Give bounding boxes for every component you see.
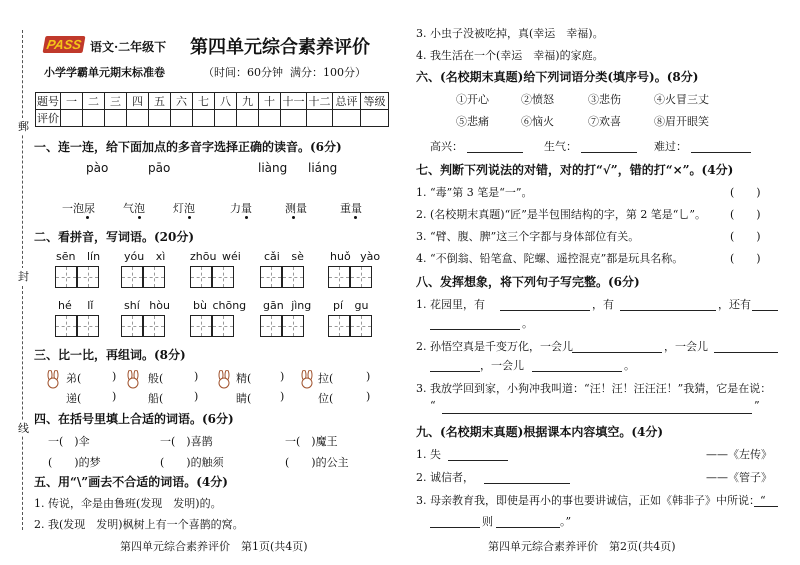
score-cell: 四 — [127, 93, 149, 110]
score-cell: 二 — [83, 93, 105, 110]
sentence-text: ，一会儿 — [664, 340, 708, 353]
compare-item: 拉( — [318, 372, 334, 385]
pinyin-option[interactable]: pào — [86, 161, 109, 175]
page-footer-right: 第四单元综合素养评价 第2页(共4页) — [488, 540, 676, 553]
write-box[interactable] — [55, 315, 99, 337]
margin-label-1: 郵 — [18, 120, 29, 133]
sentence-text: 2. 诚信者， — [416, 471, 474, 484]
quote-open: “ — [430, 399, 436, 412]
word-item[interactable]: 力量 — [230, 202, 252, 215]
category-label: 难过： — [654, 140, 687, 153]
score-table — [35, 92, 389, 127]
pinyin-option[interactable]: pāo — [148, 161, 171, 175]
source-label: ——《左传》 — [706, 448, 772, 461]
write-box[interactable] — [121, 266, 165, 288]
answer-line[interactable] — [500, 296, 590, 311]
score-cell: 评价 — [36, 110, 61, 127]
score-cell: 八 — [215, 93, 237, 110]
score-table-header-row — [36, 93, 389, 110]
compare-close: ) — [194, 390, 199, 403]
judge-paren[interactable]: ( ) — [730, 208, 761, 221]
answer-line[interactable] — [448, 446, 508, 461]
sentence-text: 3. 母亲教育我，即使是再小的事也要讲诚信，正如《韩非子》中所说：“ — [416, 494, 766, 507]
score-input[interactable] — [193, 110, 215, 127]
answer-line[interactable] — [496, 513, 560, 528]
write-box[interactable] — [190, 266, 234, 288]
sentence-text: 1. 花园里，有 — [416, 298, 485, 311]
fill-item[interactable]: ( )的公主 — [285, 456, 349, 469]
quote-close: ” — [754, 399, 760, 412]
choice-item[interactable]: 3. 小虫子没被吃掉，真(幸运 幸福)。 — [416, 27, 604, 40]
pinyin-prompt: hé lǐ — [58, 299, 94, 312]
score-input[interactable] — [61, 110, 83, 127]
answer-line[interactable] — [714, 338, 778, 353]
time-label: （时间：60分钟 — [203, 66, 283, 79]
choice-item[interactable]: 4. 我生活在一个(幸运 幸福)的家庭。 — [416, 49, 604, 62]
score-cell: 题号 — [36, 93, 61, 110]
answer-line[interactable] — [430, 513, 480, 528]
option-item: ⑤悲痛 — [456, 115, 489, 128]
word-item[interactable]: 气泡 — [123, 202, 145, 215]
score-cell: 十 — [259, 93, 281, 110]
score-cell: 总评 — [333, 93, 361, 110]
category-answer-line[interactable] — [467, 138, 523, 153]
compare-item: 递( — [66, 392, 82, 405]
judge-item: 1. “毒”第 3 笔是“一”。 — [416, 186, 533, 199]
emphasis-dot — [292, 216, 295, 219]
score-cell: 九 — [237, 93, 259, 110]
option-item: ⑥恼火 — [521, 115, 554, 128]
score-input[interactable] — [259, 110, 281, 127]
write-box[interactable] — [190, 315, 234, 337]
score-table-value-row — [36, 110, 389, 127]
margin-label-2: 封 — [18, 270, 29, 283]
pinyin-prompt: sēn lín — [56, 250, 101, 263]
judge-item: 2. (名校期末真题)“匠”是半包围结构的字，第 2 笔是“乚”。 — [416, 208, 707, 221]
score-cell: 等级 — [361, 93, 389, 110]
section-4-title: 四、在括号里填上合适的词语。(6分) — [34, 412, 234, 426]
compare-close: ) — [366, 390, 371, 403]
score-input[interactable] — [361, 110, 389, 127]
score-input[interactable] — [149, 110, 171, 127]
emphasis-dot — [86, 216, 89, 219]
option-item: ⑧眉开眼笑 — [654, 115, 709, 128]
compare-close: ) — [366, 370, 371, 383]
sentence-text: ，有 — [592, 298, 614, 311]
option-item: ④火冒三丈 — [654, 93, 709, 106]
compare-close: ) — [280, 370, 285, 383]
score-cell: 三 — [105, 93, 127, 110]
sentence-text: 。” — [560, 515, 572, 528]
score-input[interactable] — [333, 110, 361, 127]
judge-paren[interactable]: ( ) — [730, 186, 761, 199]
option-item: ⑦欢喜 — [588, 115, 621, 128]
pinyin-option[interactable]: liàng — [258, 161, 288, 175]
sentence-text: 。 — [522, 317, 533, 330]
write-box[interactable] — [260, 315, 304, 337]
score-cell: 十二 — [307, 93, 333, 110]
answer-line[interactable] — [532, 357, 622, 372]
compare-item: 弟( — [66, 372, 82, 385]
sentence-text: 3. 我放学回到家，小狗冲我叫道：“汪！汪！汪汪汪！”我猜，它是在说： — [416, 382, 772, 395]
emphasis-dot — [245, 216, 248, 219]
compare-item: 精( — [236, 372, 252, 385]
section-5-title: 五、用“\”画去不合适的词语。(4分) — [34, 475, 228, 489]
fill-item[interactable]: 一( )魔王 — [285, 435, 338, 448]
option-item: ②愤怒 — [521, 93, 554, 106]
margin-label-3: 线 — [18, 422, 29, 435]
rabbit-icon — [124, 370, 142, 390]
rabbit-icon — [44, 370, 62, 390]
answer-line[interactable] — [430, 315, 520, 330]
score-input[interactable] — [105, 110, 127, 127]
option-item: ①开心 — [456, 93, 489, 106]
word-item[interactable]: 重量 — [340, 202, 362, 215]
compare-item: 船( — [148, 392, 164, 405]
emphasis-dot — [138, 216, 141, 219]
answer-line[interactable] — [572, 338, 662, 353]
category-answer-line[interactable] — [581, 138, 637, 153]
rabbit-icon — [298, 370, 316, 390]
answer-line[interactable] — [430, 357, 480, 372]
emphasis-dot — [354, 216, 357, 219]
section-7-title: 七、判断下列说法的对错，对的打“√”，错的打“×”。(4分) — [416, 163, 734, 177]
emphasis-dot — [188, 216, 191, 219]
full-score-label: 满分：100分） — [290, 66, 366, 79]
score-input[interactable] — [281, 110, 307, 127]
compare-close: ) — [280, 390, 285, 403]
series-label: 小学学霸单元期末标准卷 — [44, 66, 165, 79]
pinyin-prompt: yóu xì — [124, 250, 166, 263]
sentence-text: 1. 失 — [416, 448, 441, 461]
pinyin-prompt: huǒ yào — [330, 250, 381, 263]
pinyin-prompt: shí hòu — [124, 299, 170, 312]
sentence-text: ，一会儿 — [480, 359, 524, 372]
write-box[interactable] — [328, 315, 372, 337]
fill-item[interactable]: ( )的梦 — [48, 456, 101, 469]
score-input[interactable] — [83, 110, 105, 127]
rabbit-icon — [215, 370, 233, 390]
word-item[interactable]: 测量 — [285, 202, 307, 215]
pass-logo: PASS — [43, 36, 86, 53]
pinyin-option[interactable]: liáng — [308, 161, 338, 175]
score-cell: 十一 — [281, 93, 307, 110]
score-cell: 五 — [149, 93, 171, 110]
fill-item[interactable]: 一( )喜鹊 — [160, 435, 213, 448]
answer-line[interactable] — [484, 469, 570, 484]
write-box[interactable] — [121, 315, 165, 337]
sentence-text: 2. 孙悟空真是千变万化，一会儿 — [416, 340, 573, 353]
compare-close: ) — [112, 370, 117, 383]
judge-paren[interactable]: ( ) — [730, 252, 761, 265]
choice-item[interactable]: 1. 传说，伞是由鲁班(发现 发明)的。 — [34, 497, 222, 510]
section-2-title: 二、看拼音，写词语。(20分) — [34, 230, 195, 244]
pinyin-prompt: gān jìng — [263, 299, 312, 312]
option-item: ③悲伤 — [588, 93, 621, 106]
compare-item: 睛( — [236, 392, 252, 405]
score-input[interactable] — [171, 110, 193, 127]
sentence-text: 。 — [624, 359, 635, 372]
write-box[interactable] — [260, 266, 304, 288]
answer-line[interactable] — [442, 399, 752, 414]
page-footer-left: 第四单元综合素养评价 第1页(共4页) — [120, 540, 308, 553]
score-cell: 六 — [171, 93, 193, 110]
compare-close: ) — [194, 370, 199, 383]
score-input[interactable] — [307, 110, 333, 127]
section-3-title: 三、比一比，再组词。(8分) — [34, 348, 186, 362]
fill-item[interactable]: 一( )伞 — [48, 435, 90, 448]
judge-paren[interactable]: ( ) — [730, 230, 761, 243]
answer-line[interactable] — [754, 492, 778, 507]
pinyin-prompt: cǎi sè — [264, 250, 304, 263]
compare-item: 位( — [318, 392, 334, 405]
write-box[interactable] — [328, 266, 372, 288]
score-input[interactable] — [215, 110, 237, 127]
pinyin-prompt: pí gu — [333, 299, 369, 312]
answer-line[interactable] — [620, 296, 716, 311]
sentence-text: ，还有 — [718, 298, 751, 311]
subject-label: 语文·二年级下 — [90, 40, 167, 54]
source-label: ——《管子》 — [706, 471, 772, 484]
pinyin-prompt: bù chōng — [193, 299, 247, 312]
answer-line[interactable] — [752, 296, 778, 311]
page-title: 第四单元综合素养评价 — [190, 37, 370, 58]
section-1-title: 一、连一连，给下面加点的多音字选择正确的读音。(6分) — [34, 140, 342, 154]
pinyin-prompt: zhōu wéi — [190, 250, 241, 263]
write-box[interactable] — [55, 266, 99, 288]
compare-close: ) — [112, 390, 117, 403]
section-8-title: 八、发挥想象，将下列句子写完整。(6分) — [416, 275, 640, 289]
section-9-title: 九、(名校期末真题)根据课本内容填空。(4分) — [416, 425, 664, 439]
category-answer-line[interactable] — [691, 138, 751, 153]
word-item[interactable]: 一泡尿 — [62, 202, 95, 215]
fill-item[interactable]: ( )的触须 — [160, 456, 224, 469]
score-input[interactable] — [127, 110, 149, 127]
score-input[interactable] — [237, 110, 259, 127]
category-label: 生气： — [544, 140, 577, 153]
word-item[interactable]: 灯泡 — [173, 202, 195, 215]
score-cell: 一 — [61, 93, 83, 110]
judge-item: 3. “臂、腹、脾”这三个字都与身体部位有关。 — [416, 230, 640, 243]
category-label: 高兴： — [430, 140, 463, 153]
score-cell: 七 — [193, 93, 215, 110]
judge-item: 4. “不倒翁、铅笔盒、陀螺、遥控混克”都是玩具名称。 — [416, 252, 684, 265]
section-6-title: 六、(名校期末真题)给下列词语分类(填序号)。(8分) — [416, 70, 699, 84]
sentence-text: 则 — [482, 515, 493, 528]
compare-item: 般( — [148, 372, 164, 385]
choice-item[interactable]: 2. 我(发现 发明)枫树上有一个喜鹊的窝。 — [34, 518, 244, 531]
